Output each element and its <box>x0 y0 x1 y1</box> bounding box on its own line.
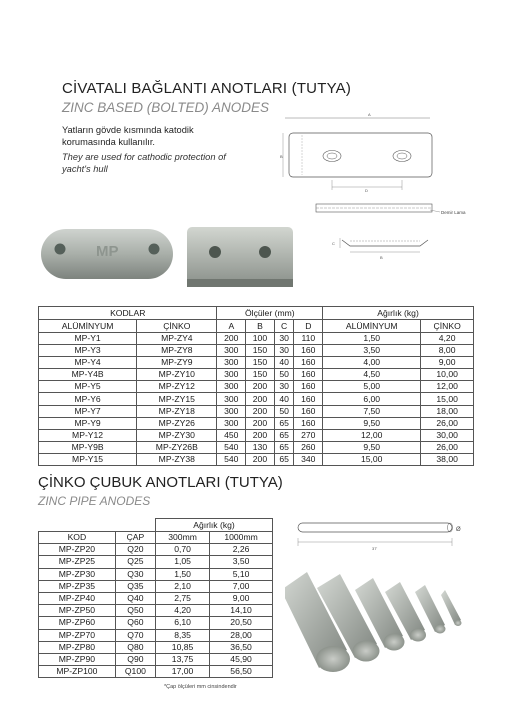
table-row <box>39 429 474 441</box>
section1-subtitle: ZINC BASED (BOLTED) ANODES <box>62 100 270 115</box>
table-cell: Q100 <box>115 666 155 678</box>
table-cell: 300 <box>217 417 246 429</box>
table-row <box>39 544 273 556</box>
table-row <box>39 592 273 604</box>
table-cell: MP-Y7 <box>39 405 137 417</box>
table1-column-headers <box>39 320 474 333</box>
table-cell: 340 <box>294 453 323 465</box>
table-cell: Q40 <box>115 592 155 604</box>
table-cell: MP-ZP20 <box>39 544 116 556</box>
table-cell: 2,10 <box>156 580 210 592</box>
table-cell: Q60 <box>115 617 155 629</box>
table-cell: Q70 <box>115 629 155 641</box>
table-cell: 200 <box>246 405 275 417</box>
table-cell: 12,00 <box>421 381 474 393</box>
table-cell: 65 <box>274 453 294 465</box>
table-row <box>39 393 474 405</box>
table1-col-header: B <box>246 320 275 333</box>
table1-col-header: ÇİNKO <box>421 320 474 333</box>
svg-text:B: B <box>280 154 283 159</box>
table-cell: Q90 <box>115 653 155 665</box>
table-cell: 110 <box>294 333 323 345</box>
table-row <box>39 568 273 580</box>
table-row <box>39 580 273 592</box>
table2-col-header: ÇAP <box>115 532 155 544</box>
table2-col-header: 300mm <box>156 532 210 544</box>
table-cell: MP-Y1 <box>39 333 137 345</box>
table-cell: MP-ZY26 <box>137 417 217 429</box>
weight-header: Ağırlık (kg) <box>156 519 273 532</box>
table-cell: 17,00 <box>156 666 210 678</box>
table-cell: 200 <box>246 381 275 393</box>
section1-description-tr <box>62 124 272 148</box>
table-cell: 7,50 <box>323 405 421 417</box>
description-en-line1: They are used for cathodic protection of <box>62 152 226 162</box>
table-row <box>39 666 273 678</box>
table-cell: 30 <box>274 333 294 345</box>
table-cell: 160 <box>294 345 323 357</box>
table-cell: 65 <box>274 429 294 441</box>
table-row <box>39 629 273 641</box>
iron-strip-label: Demir Lama <box>441 210 466 215</box>
table-cell: 15,00 <box>323 453 421 465</box>
table-cell: 30,00 <box>421 429 474 441</box>
table-cell: 50 <box>274 405 294 417</box>
table-cell: 28,00 <box>210 629 273 641</box>
table-cell: 9,50 <box>323 417 421 429</box>
bolted-anode-drawing <box>280 110 490 270</box>
table-cell: 200 <box>246 393 275 405</box>
table2-col-header: KOD <box>39 532 116 544</box>
section2-title: ÇİNKO ÇUBUK ANOTLARI (TUTYA) <box>38 474 283 491</box>
table2-column-headers <box>39 532 273 544</box>
table-cell: MP-ZY8 <box>137 345 217 357</box>
table-cell: 300 <box>217 345 246 357</box>
table-cell: 1,50 <box>323 333 421 345</box>
table-cell: MP-ZP60 <box>39 617 116 629</box>
table-cell: MP-ZY38 <box>137 453 217 465</box>
table1-col-header: D <box>294 320 323 333</box>
table-row <box>39 345 474 357</box>
table-cell: 300 <box>217 357 246 369</box>
table-cell: MP-ZP30 <box>39 568 116 580</box>
table1-col-header: A <box>217 320 246 333</box>
slot-left-icon <box>323 151 341 162</box>
table-cell: MP-Y9B <box>39 441 137 453</box>
table-row <box>39 381 474 393</box>
table-cell: MP-ZP100 <box>39 666 116 678</box>
table2-col-header: 1000mm <box>210 532 273 544</box>
table-cell: 200 <box>246 429 275 441</box>
table-cell: MP-ZP90 <box>39 653 116 665</box>
table1-col-header: ÇİNKO <box>137 320 217 333</box>
table-cell: 3,50 <box>210 556 273 568</box>
table-cell: 9,00 <box>210 592 273 604</box>
table-cell: MP-ZP70 <box>39 629 116 641</box>
table-cell: MP-ZY30 <box>137 429 217 441</box>
table-cell: 270 <box>294 429 323 441</box>
table-row <box>39 653 273 665</box>
table-cell: 5,10 <box>210 568 273 580</box>
table-cell: 150 <box>246 345 275 357</box>
table-cell: 300 <box>217 381 246 393</box>
table-cell: MP-Y5 <box>39 381 137 393</box>
bolted-anodes-table <box>38 306 474 466</box>
table-cell: 200 <box>246 453 275 465</box>
table-cell: 200 <box>246 417 275 429</box>
table-cell: 15,00 <box>421 393 474 405</box>
svg-text:B: B <box>380 255 383 260</box>
table-cell: MP-Y6 <box>39 393 137 405</box>
table-cell: 540 <box>217 441 246 453</box>
table-row <box>39 333 474 345</box>
table-cell: 4,20 <box>421 333 474 345</box>
table-cell: MP-ZY26B <box>137 441 217 453</box>
table-cell: 50 <box>274 369 294 381</box>
table-cell: 8,00 <box>421 345 474 357</box>
table-cell: Q30 <box>115 568 155 580</box>
table-cell: 540 <box>217 453 246 465</box>
table-cell: 160 <box>294 381 323 393</box>
table-cell: MP-ZP25 <box>39 556 116 568</box>
table-cell: MP-ZY9 <box>137 357 217 369</box>
table-cell: MP-Y4B <box>39 369 137 381</box>
table-cell: 160 <box>294 357 323 369</box>
weight-group-header: Ağırlık (kg) <box>323 307 474 320</box>
table-cell: MP-Y15 <box>39 453 137 465</box>
table-cell: 26,00 <box>421 417 474 429</box>
mp-logo: MP <box>96 243 119 260</box>
table-cell: 8,35 <box>156 629 210 641</box>
table-row <box>39 605 273 617</box>
description-en-line2: yacht's hull <box>62 164 108 174</box>
dims-group-header: Ölçüler (mm) <box>217 307 323 320</box>
pipe-anode-drawing <box>292 515 470 560</box>
table-cell: 450 <box>217 429 246 441</box>
table-cell: 300 <box>217 393 246 405</box>
table-cell: Q20 <box>115 544 155 556</box>
table-cell: 26,00 <box>421 441 474 453</box>
table-cell: 160 <box>294 369 323 381</box>
table-cell: 30 <box>274 345 294 357</box>
table-row <box>39 556 273 568</box>
diameter-label: Ø <box>456 527 461 533</box>
table-cell: MP-ZP35 <box>39 580 116 592</box>
table-cell: 300 <box>217 369 246 381</box>
table-cell: 200 <box>217 333 246 345</box>
slot-right-icon <box>393 151 411 162</box>
section1-title: CİVATALI BAĞLANTI ANOTLARI (TUTYA) <box>62 80 352 97</box>
table-cell: 14,10 <box>210 605 273 617</box>
table-cell: 160 <box>294 393 323 405</box>
rect-anode-photo <box>185 224 297 294</box>
table-cell: 45,90 <box>210 653 273 665</box>
table-cell: 65 <box>274 441 294 453</box>
table-cell: 7,00 <box>210 580 273 592</box>
table-cell: 4,50 <box>323 369 421 381</box>
table-cell: 36,50 <box>210 641 273 653</box>
table-cell: 13,75 <box>156 653 210 665</box>
table-cell: MP-ZP80 <box>39 641 116 653</box>
table-cell: 160 <box>294 405 323 417</box>
table-cell: 20,50 <box>210 617 273 629</box>
table1-col-header: ALÜMİNYUM <box>323 320 421 333</box>
codes-group-header: KODLAR <box>39 307 217 320</box>
table-cell: 18,00 <box>421 405 474 417</box>
table-cell: 6,10 <box>156 617 210 629</box>
table-row <box>39 453 474 465</box>
table-cell: 30 <box>274 381 294 393</box>
svg-text:C: C <box>332 241 335 246</box>
table-cell: 1,05 <box>156 556 210 568</box>
table-cell: 38,00 <box>421 453 474 465</box>
table-cell: 4,00 <box>323 357 421 369</box>
table-cell: 260 <box>294 441 323 453</box>
svg-text:D: D <box>365 188 368 193</box>
table-cell: 10,00 <box>421 369 474 381</box>
table-cell: 40 <box>274 357 294 369</box>
table-cell: MP-ZY15 <box>137 393 217 405</box>
table-cell: 10,85 <box>156 641 210 653</box>
table1-col-header: ALÜMİNYUM <box>39 320 137 333</box>
table-cell: 40 <box>274 393 294 405</box>
section1-description-en <box>62 151 262 175</box>
table-cell: 12,00 <box>323 429 421 441</box>
table-cell: Q50 <box>115 605 155 617</box>
table-row <box>39 357 474 369</box>
table-cell: 9,00 <box>421 357 474 369</box>
table-cell: MP-ZY12 <box>137 381 217 393</box>
table-cell: MP-Y9 <box>39 417 137 429</box>
table-cell: MP-Y4 <box>39 357 137 369</box>
footnote: *Çap ölçüleri mm cinsindendir <box>164 684 237 690</box>
section2-subtitle: ZINC PIPE ANODES <box>38 494 151 508</box>
oval-anode-photo <box>38 223 176 285</box>
pipe-anode-rods <box>285 572 462 672</box>
table-cell: 5,00 <box>323 381 421 393</box>
description-tr-line2: korumasında kullanılır. <box>62 137 156 147</box>
table-row <box>39 369 474 381</box>
table-cell: Q80 <box>115 641 155 653</box>
table-cell: 150 <box>246 357 275 369</box>
table-cell: 9,50 <box>323 441 421 453</box>
table-cell: Q35 <box>115 580 155 592</box>
table-cell: MP-Y12 <box>39 429 137 441</box>
pipe-anodes-table <box>38 518 273 678</box>
table-cell: MP-ZP40 <box>39 592 116 604</box>
table-cell: 2,26 <box>210 544 273 556</box>
table-cell: 6,00 <box>323 393 421 405</box>
table1-col-header: C <box>274 320 294 333</box>
pipe-anodes-photo <box>285 560 475 680</box>
table-cell: MP-ZY10 <box>137 369 217 381</box>
table-cell: 100 <box>246 333 275 345</box>
table-cell: 3,50 <box>323 345 421 357</box>
table-cell: 130 <box>246 441 275 453</box>
table-cell: 0,70 <box>156 544 210 556</box>
table-cell: MP-ZY4 <box>137 333 217 345</box>
table-cell: 4,20 <box>156 605 210 617</box>
table-cell: 65 <box>274 417 294 429</box>
table-cell: 56,50 <box>210 666 273 678</box>
table-cell: MP-Y3 <box>39 345 137 357</box>
table-row <box>39 405 474 417</box>
table-cell: 160 <box>294 417 323 429</box>
dim-a-label: A <box>368 112 371 117</box>
table-cell: 300 <box>217 405 246 417</box>
table-cell: 1,50 <box>156 568 210 580</box>
description-tr-line1: Yatların gövde kısmında katodik <box>62 125 194 135</box>
table-row <box>39 417 474 429</box>
table-row <box>39 641 273 653</box>
table-cell: 150 <box>246 369 275 381</box>
table-cell: 2,75 <box>156 592 210 604</box>
table-cell: Q25 <box>115 556 155 568</box>
table-cell: MP-ZY18 <box>137 405 217 417</box>
length-label: 37' <box>372 546 378 551</box>
table-row <box>39 441 474 453</box>
table-row <box>39 617 273 629</box>
table-cell: MP-ZP50 <box>39 605 116 617</box>
